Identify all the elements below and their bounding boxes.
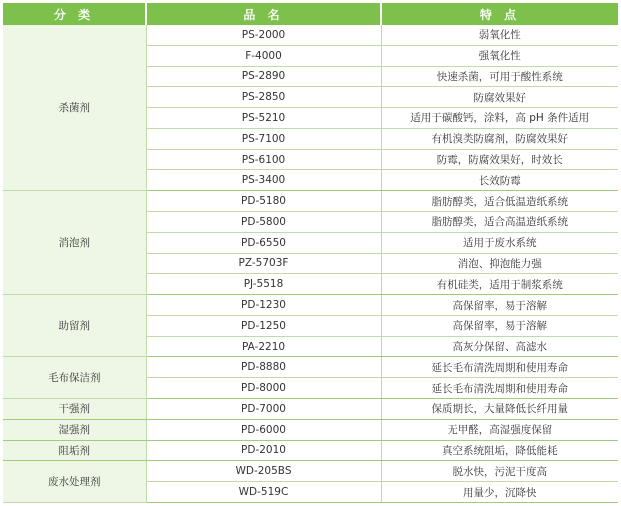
- header-feature: 特 点: [381, 3, 618, 25]
- feature-cell: 脂肪醇类，适合高温造纸系统: [381, 212, 618, 233]
- product-cell: WD-205BS: [146, 461, 381, 482]
- category-cell: 消泡剂: [3, 191, 146, 295]
- product-cell: PS-2850: [146, 87, 381, 108]
- category-cell: 阻垢剂: [3, 440, 146, 461]
- product-cell: PZ-5703F: [146, 253, 381, 274]
- feature-cell: 有机硅类，适用于制浆系统: [381, 274, 618, 295]
- category-cell: 助留剂: [3, 295, 146, 357]
- feature-cell: 高灰分保留、高滤水: [381, 336, 618, 357]
- feature-cell: 脂肪醇类，适合低温造纸系统: [381, 191, 618, 212]
- feature-cell: 延长毛布清洗周期和使用寿命: [381, 378, 618, 399]
- product-cell: PD-1230: [146, 295, 381, 316]
- feature-cell: 用量少，沉降快: [381, 482, 618, 503]
- feature-cell: 脱水快，污泥干度高: [381, 461, 618, 482]
- category-cell: 废水处理剂: [3, 461, 146, 503]
- product-cell: PD-5180: [146, 191, 381, 212]
- product-cell: PA-2210: [146, 336, 381, 357]
- product-cell: PD-8000: [146, 378, 381, 399]
- category-cell: 杀菌剂: [3, 25, 146, 191]
- table-row: [3, 357, 618, 378]
- product-cell: PD-5800: [146, 212, 381, 233]
- category-cell: 毛布保洁剂: [3, 357, 146, 399]
- feature-cell: 防腐效果好: [381, 87, 618, 108]
- product-cell: WD-519C: [146, 482, 381, 503]
- product-cell: F-4000: [146, 45, 381, 66]
- feature-cell: 延长毛布清洗周期和使用寿命: [381, 357, 618, 378]
- feature-cell: 有机溴类防腐剂，防腐效果好: [381, 128, 618, 149]
- header-category: 分 类: [3, 3, 146, 25]
- table-body: [3, 25, 618, 503]
- feature-cell: 适用于废水系统: [381, 232, 618, 253]
- product-cell: PS-5210: [146, 108, 381, 129]
- product-cell: PD-2010: [146, 440, 381, 461]
- feature-cell: 长效防霉: [381, 170, 618, 191]
- product-cell: PS-3400: [146, 170, 381, 191]
- category-cell: 湿强剂: [3, 419, 146, 440]
- feature-cell: 快速杀菌，可用于酸性系统: [381, 66, 618, 87]
- header-product: 品 名: [146, 3, 381, 25]
- product-cell: PJ-5518: [146, 274, 381, 295]
- feature-cell: 强氧化性: [381, 45, 618, 66]
- product-cell: PD-7000: [146, 399, 381, 420]
- product-cell: PS-6100: [146, 149, 381, 170]
- product-cell: PD-6550: [146, 232, 381, 253]
- table-row: [3, 419, 618, 440]
- feature-cell: 消泡、抑泡能力强: [381, 253, 618, 274]
- category-cell: 干强剂: [3, 399, 146, 420]
- feature-cell: 保质期长，大量降低长纤用量: [381, 399, 618, 420]
- table-row: [3, 191, 618, 212]
- product-cell: PS-7100: [146, 128, 381, 149]
- product-cell: PD-1250: [146, 315, 381, 336]
- feature-cell: 无甲醛，高湿强度保留: [381, 419, 618, 440]
- feature-cell: 适用于碳酸钙，涂料，高 pH 条件适用: [381, 108, 618, 129]
- table-row: [3, 25, 618, 45]
- table-row: [3, 461, 618, 482]
- table-row: [3, 399, 618, 420]
- feature-cell: 防霉，防腐效果好，时效长: [381, 149, 618, 170]
- table-row: [3, 440, 618, 461]
- product-table: [3, 3, 618, 503]
- product-cell: PD-8880: [146, 357, 381, 378]
- feature-cell: 弱氧化性: [381, 25, 618, 45]
- product-cell: PS-2890: [146, 66, 381, 87]
- feature-cell: 真空系统阻垢，降低能耗: [381, 440, 618, 461]
- feature-cell: 高保留率，易于溶解: [381, 295, 618, 316]
- product-cell: PD-6000: [146, 419, 381, 440]
- table-row: [3, 295, 618, 316]
- product-cell: PS-2000: [146, 25, 381, 45]
- table-header-row: [3, 3, 618, 25]
- feature-cell: 高保留率，易于溶解: [381, 315, 618, 336]
